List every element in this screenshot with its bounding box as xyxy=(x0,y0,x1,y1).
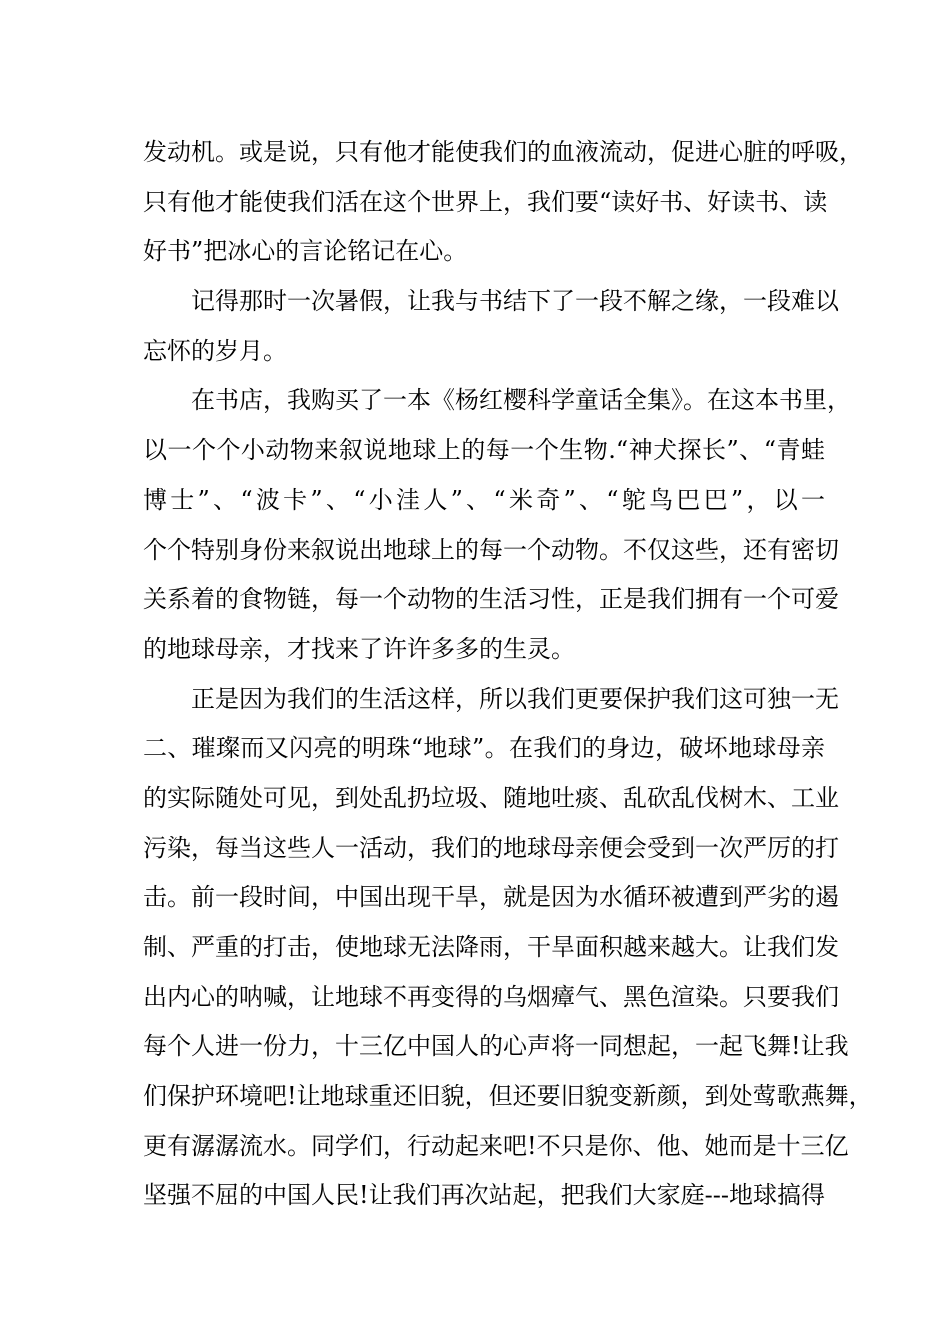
text-line: 只有他才能使我们活在这个世界上，我们要“读好书、好读书、读 xyxy=(143,187,828,216)
text-line: 污染，每当这些人一活动，我们的地球母亲便会受到一次严厉的打 xyxy=(143,833,839,862)
text-line: 博士”、“波卡”、“小洼人”、“米奇”、“鸵鸟巴巴”，以一 xyxy=(143,485,825,514)
body-text xyxy=(143,128,873,1221)
text-line: 好书”把冰心的言论铭记在心。 xyxy=(143,237,468,266)
text-line: 制、严重的打击，使地球无法降雨，干旱面积越来越大。让我们发 xyxy=(143,933,839,961)
text-line: 在书店，我购买了一本《杨红樱科学童话全集》。在这本书里， xyxy=(191,386,851,415)
text-line: 正是因为我们的生活这样，所以我们更要保护我们这可独一无 xyxy=(191,684,839,713)
text-line: 忘怀的岁月。 xyxy=(143,336,287,365)
text-line: 们保护环境吧!让地球重还旧貌，但还要旧貌变新颜，到处莺歌燕舞， xyxy=(143,1082,873,1111)
text-line: 关系着的食物链，每一个动物的生活习性，正是我们拥有一个可爱 xyxy=(143,585,839,614)
text-line: 的实际随处可见，到处乱扔垃圾、随地吐痰、乱砍乱伐树木、工业 xyxy=(143,783,839,812)
text-line: 以一个个小动物来叙说地球上的每一个生物.“神犬探长”、“青蛙 xyxy=(143,436,825,465)
text-line: 发动机。或是说，只有他才能使我们的血液流动，促进心脏的呼吸， xyxy=(143,138,863,166)
text-line: 更有潺潺流水。同学们，行动起来吧!不只是你、他、她而是十三亿 xyxy=(143,1131,849,1160)
text-line: 坚强不屈的中国人民!让我们再次站起，把我们大家庭---地球搞得 xyxy=(143,1181,825,1210)
text-line: 个个特别身份来叙说出地球上的每一个动物。不仅这些，还有密切 xyxy=(143,535,839,564)
text-line: 二、璀璨而又闪亮的明珠“地球”。在我们的身边，破坏地球母亲 xyxy=(143,734,825,763)
text-line: 每个人进一份力，十三亿中国人的心声将一同想起，一起飞舞!让我 xyxy=(143,1032,849,1061)
text-line: 记得那时一次暑假，让我与书结下了一段不解之缘，一段难以 xyxy=(191,287,839,316)
text-line: 击。前一段时间，中国出现干旱，就是因为水循环被遭到严劣的遏 xyxy=(143,883,839,912)
text-line: 的地球母亲，才找来了许许多多的生灵。 xyxy=(143,634,575,663)
text-line: 出内心的呐喊，让地球不再变得的乌烟瘴气、黑色渲染。只要我们 xyxy=(143,982,839,1011)
